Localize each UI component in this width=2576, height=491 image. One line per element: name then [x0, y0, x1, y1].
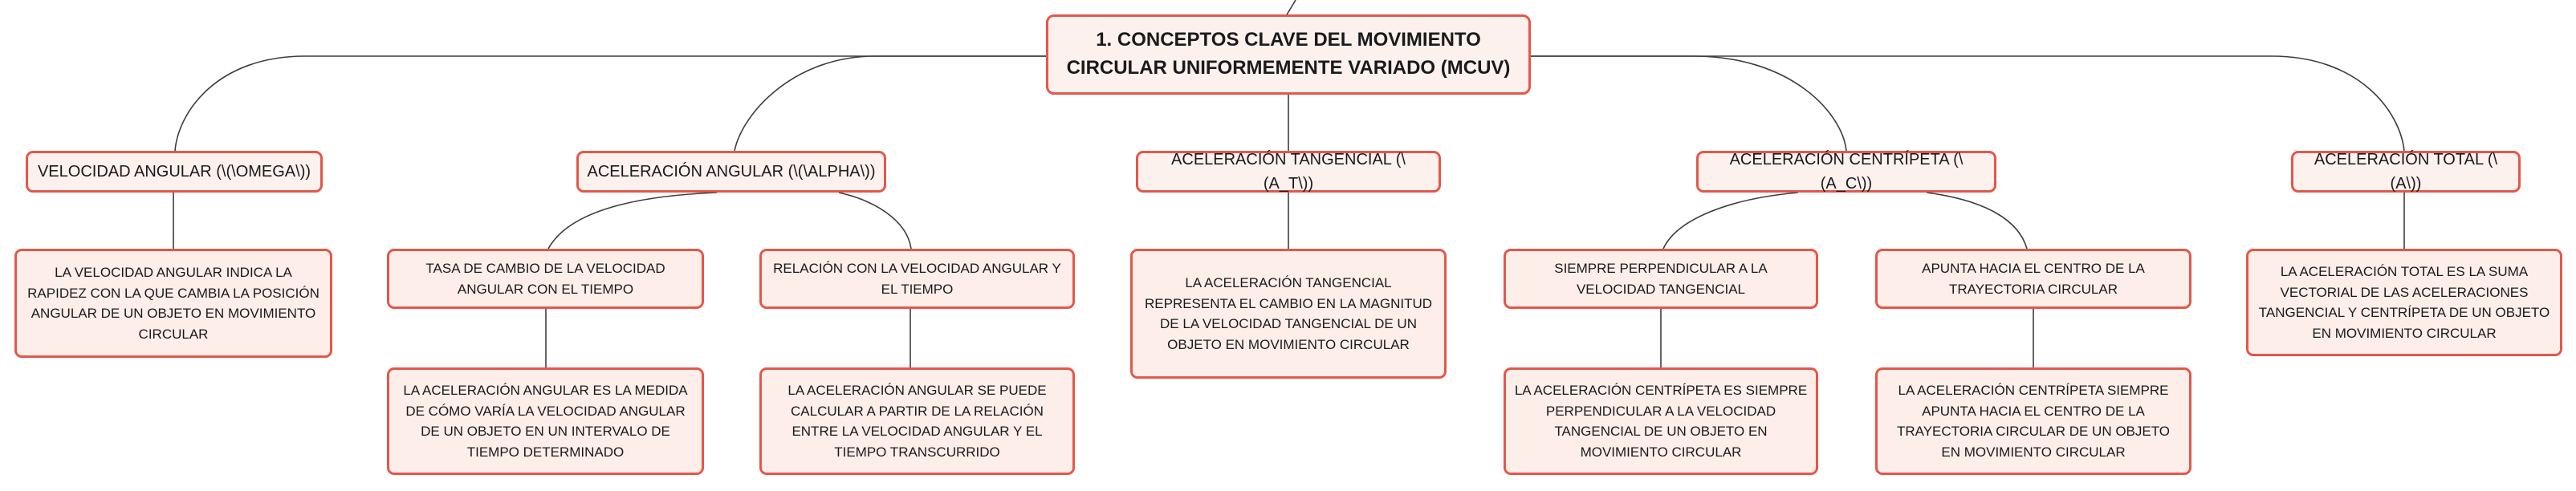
topic-label: ACELERACIÓN TOTAL (\(A\)) [2314, 151, 2498, 193]
leaf-aceleracion-tangencial[interactable] [1130, 249, 1447, 379]
connector-alpha-relacion [839, 193, 911, 249]
topic-label: VELOCIDAD ANGULAR (\(\OMEGA\)) [37, 163, 311, 181]
topic-aceleracion-angular[interactable] [576, 151, 886, 193]
connector-centripeta-apunta [1927, 193, 2027, 249]
leaf-text: LA ACELERACIÓN CENTRÍPETA SIEMPRE APUNTA HACIA EL CENTRO DE LA TRAYECTORIA CIRCULAR DE UN OBJETO EN MOVIMIENTO CIRCULAR [1896, 383, 2171, 460]
connector-root-aceleracion-angular [735, 56, 1048, 151]
connector-root-parent [1286, 0, 1296, 16]
leaf-text: LA ACELERACIÓN TANGENCIAL REPRESENTA EL CAMBIO EN LA MAGNITUD DE LA VELOCIDAD TANGENCIAL DE UN OBJETO EN MOVIMIENTO CIRCULAR [1144, 275, 1433, 352]
leaf-tasa-de-cambio[interactable] [387, 367, 704, 475]
connector-centripeta-siempre [1663, 193, 1798, 249]
connector-alpha-tasa [548, 193, 717, 249]
leaf-text: LA ACELERACIÓN ANGULAR SE PUEDE CALCULAR A PARTIR DE LA RELACIÓN ENTRE LA VELOCIDAD ANGULAR Y EL TIEMPO TRANSCURRIDO [787, 383, 1047, 460]
connector-root-aceleracion-centripeta [1529, 56, 1846, 151]
leaf-velocidad-angular[interactable] [14, 249, 332, 358]
leaf-text: LA ACELERACIÓN ANGULAR ES LA MEDIDA DE CÓMO VARÍA LA VELOCIDAD ANGULAR DE UN OBJETO EN UN INTERVALO DE TIEMPO DETERMINADO [403, 383, 688, 460]
leaf-text: LA VELOCIDAD ANGULAR INDICA LA RAPIDEZ CON LA QUE CAMBIA LA POSICIÓN ANGULAR DE UN OBJETO EN MOVIMIENTO CIRCULAR [27, 265, 319, 342]
leaf-text: LA ACELERACIÓN TOTAL ES LA SUMA VECTORIAL DE LAS ACELERACIONES TANGENCIAL Y CENTRÍPETA DE UN OBJETO EN MOVIMIENTO CIRCULAR [2258, 264, 2550, 341]
topic-velocidad-angular[interactable] [26, 151, 323, 193]
connector-root-aceleracion-total [1529, 56, 2404, 151]
sub-label: SIEMPRE PERPENDICULAR A LA VELOCIDAD TANGENCIAL [1554, 261, 1768, 297]
sub-siempre-perpendicular[interactable] [1504, 249, 1818, 309]
leaf-apunta-centro[interactable] [1875, 367, 2191, 475]
leaf-text: LA ACELERACIÓN CENTRÍPETA ES SIEMPRE PERPENDICULAR A LA VELOCIDAD TANGENCIAL DE UN OBJETO EN MOVIMIENTO CIRCULAR [1514, 383, 1808, 460]
sub-tasa-de-cambio[interactable] [387, 249, 704, 309]
leaf-siempre-perpendicular[interactable] [1504, 367, 1818, 475]
root-label: 1. CONCEPTOS CLAVE DEL MOVIMIENTO CIRCULAR UNIFORMEMENTE VARIADO (MCUV) [1066, 29, 1511, 79]
sub-label: RELACIÓN CON LA VELOCIDAD ANGULAR Y EL TIEMPO [773, 261, 1061, 297]
sub-relacion-velocidad[interactable] [759, 249, 1075, 309]
topic-aceleracion-centripeta[interactable] [1696, 151, 1996, 193]
sub-label: APUNTA HACIA EL CENTRO DE LA TRAYECTORIA CIRCULAR [1922, 261, 2145, 297]
topic-aceleracion-tangencial[interactable] [1136, 151, 1441, 193]
connector-root-velocidad-angular [175, 56, 1048, 151]
sub-label: TASA DE CAMBIO DE LA VELOCIDAD ANGULAR CON EL TIEMPO [425, 261, 665, 297]
sub-apunta-centro[interactable] [1875, 249, 2191, 309]
topic-label: ACELERACIÓN CENTRÍPETA (\(A_C\)) [1729, 151, 1964, 193]
leaf-relacion-velocidad[interactable] [759, 367, 1075, 475]
topic-label: ACELERACIÓN ANGULAR (\(\ALPHA\)) [587, 163, 876, 181]
topic-aceleracion-total[interactable] [2291, 151, 2521, 193]
leaf-aceleracion-total[interactable] [2246, 249, 2562, 356]
root-node[interactable] [1046, 14, 1531, 95]
topic-label: ACELERACIÓN TANGENCIAL (\(A_T\)) [1171, 151, 1406, 193]
